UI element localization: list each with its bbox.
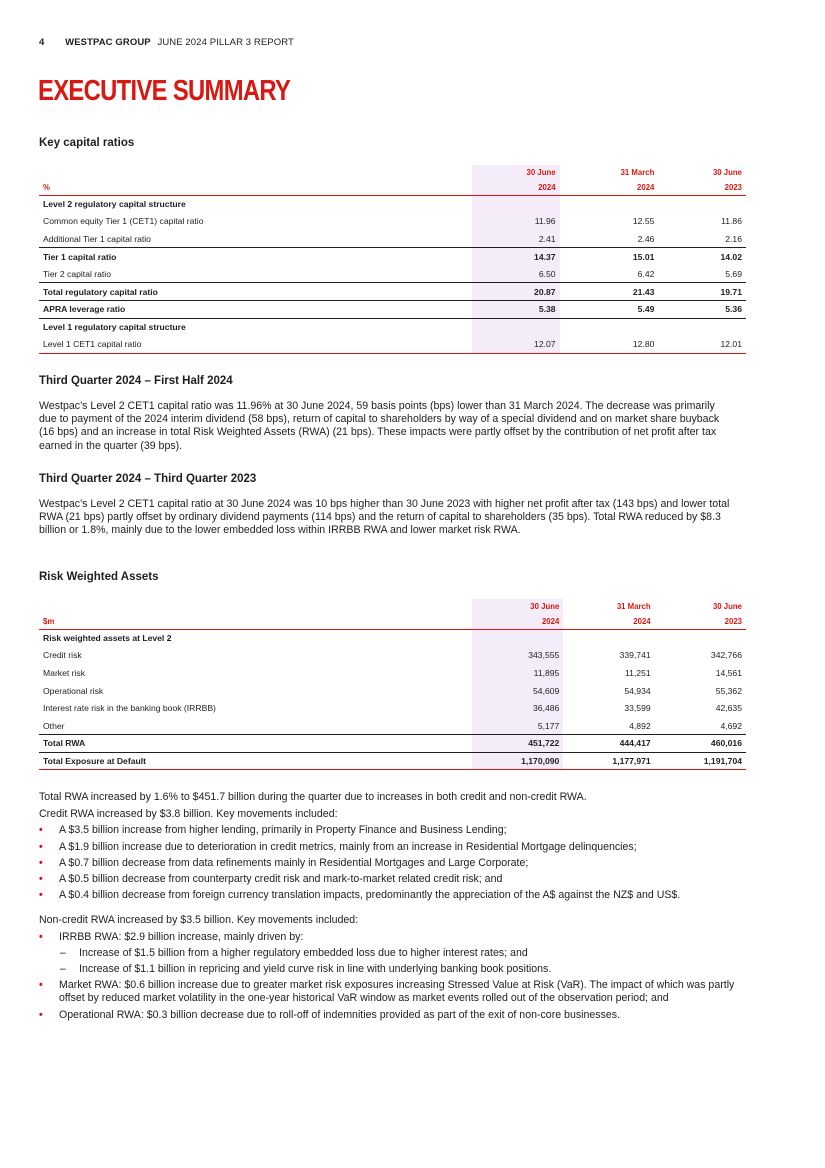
list-item: • A $3.5 billion increase from higher lending, primarily in Property Finance and Business Lending; xyxy=(39,824,507,837)
capital-ratios-table xyxy=(39,165,746,354)
table-row: Credit risk 343,555 339,741 342,766 xyxy=(39,647,746,665)
list-item: • IRRBB RWA: $2.9 billion increase, mainly driven by: xyxy=(39,930,304,943)
list-item: • A $0.7 billion decrease from data refinements mainly in Residential Mortgages and Large Corporate; xyxy=(39,856,529,869)
table-row: Additional Tier 1 capital ratio 2.41 2.46 2.16 xyxy=(39,230,746,248)
table-row: Level 1 regulatory capital structure xyxy=(39,318,746,336)
col-head-3: 30 June xyxy=(712,168,742,177)
list-item: • A $0.5 billion decrease from counterparty credit risk and mark-to-market related credit risk; and xyxy=(39,873,503,886)
sub-list-item: – Increase of $1.5 billion from a higher regulatory embedded loss due to higher interest rates; and xyxy=(60,946,528,959)
col-year-3: 2023 xyxy=(655,614,746,629)
q3-vs-h1-text: Westpac’s Level 2 CET1 capital ratio was 11.96% at 30 June 2024, 59 basis points (bps) lower than 31 March 2024. The decrease was primarily due to payment of the 2024 interim dividend (58 bps), return of capital to shareholders by way of a special dividend and on market share buyback (16 bps) and an increase in total Risk Weighted Assets (RWA) (21 bps). These impacts were partly offset by the contribution of net profit after tax earned in the quarter (39 bps). xyxy=(39,400,720,452)
page-header xyxy=(39,37,294,48)
capital-ratios-heading: Key capital ratios xyxy=(39,137,135,149)
table-row: Other 5,177 4,892 4,692 xyxy=(39,717,746,735)
table-row: Level 2 regulatory capital structure xyxy=(39,195,746,213)
table-row: Tier 1 capital ratio 14.37 15.01 14.02 xyxy=(39,248,746,266)
total-rwa-summary: Total RWA increased by 1.6% to $451.7 billion during the quarter due to increases in both credit and non-credit RWA. xyxy=(39,791,587,803)
col-head-2: 31 March xyxy=(620,168,655,177)
page-number: 4 xyxy=(39,37,45,48)
col-year-1: 2024 xyxy=(472,614,563,629)
table-row: Total Exposure at Default 1,170,090 1,177,971 1,191,704 xyxy=(39,752,746,770)
unit-label: $m xyxy=(39,614,472,629)
col-head-1: 30 June xyxy=(472,599,563,614)
report-name: JUNE 2024 PILLAR 3 REPORT xyxy=(157,37,294,48)
table-row: APRA leverage ratio 5.38 5.49 5.36 xyxy=(39,301,746,319)
page-title: EXECUTIVE SUMMARY xyxy=(38,75,291,107)
unit-label: % xyxy=(39,180,472,195)
col-year-1: 2024 xyxy=(472,180,560,195)
col-head-2: 31 March xyxy=(616,602,651,611)
list-item: • Market RWA: $0.6 billion increase due to greater market risk exposures increasing Stressed Value at Risk (VaR). The impact of which was partly offset by reduced market volatility in the one-year historical VaR window as market events rolled out of the observation period; and xyxy=(39,979,735,1005)
col-head-3: 30 June xyxy=(712,602,742,611)
table-row: Total regulatory capital ratio 20.87 21.43 19.71 xyxy=(39,283,746,301)
table-row: Market risk 11,895 11,251 14,561 xyxy=(39,664,746,682)
rwa-table xyxy=(39,599,746,770)
noncredit-rwa-intro: Non-credit RWA increased by $3.5 billion. Key movements included: xyxy=(39,914,359,927)
list-item: • A $1.9 billion increase due to deterioration in credit metrics, mainly from an increase in Residential Mortgage delinquencies; xyxy=(39,840,637,853)
list-item: • A $0.4 billion decrease from foreign currency translation impacts, predominantly the appreciation of the A$ against the NZ$ and US$. xyxy=(39,889,681,902)
rwa-heading: Risk Weighted Assets xyxy=(39,571,159,583)
table-row: Interest rate risk in the banking book (IRRBB) 36,486 33,599 42,635 xyxy=(39,699,746,717)
table-row: Risk weighted assets at Level 2 xyxy=(39,629,746,647)
col-year-2: 2024 xyxy=(563,614,654,629)
credit-rwa-intro: Credit RWA increased by $3.8 billion. Key movements included: xyxy=(39,808,338,821)
q3-vs-q3-heading: Third Quarter 2024 – Third Quarter 2023 xyxy=(39,473,257,485)
table-row: Tier 2 capital ratio 6.50 6.42 5.69 xyxy=(39,265,746,283)
brand-name: WESTPAC GROUP xyxy=(65,37,151,48)
q3-vs-h1-heading: Third Quarter 2024 – First Half 2024 xyxy=(39,375,233,387)
q3-vs-q3-text: Westpac’s Level 2 CET1 capital ratio at 30 June 2024 was 10 bps higher than 30 June 2023 with higher net profit after tax (143 bps) and lower total RWA (21 bps) partly offset by ordinary dividend payments (114 bps) and the return of capital to shareholders (35 bps). Total RWA reduced by $8.3 billion or 1.8%, mainly due to the lower embedded loss within IRRBB RWA and lower market risk RWA. xyxy=(39,498,730,537)
list-item: • Operational RWA: $0.3 billion decrease due to roll-off of indemnities provided as part of the exit of non-core businesses. xyxy=(39,1008,620,1021)
table-row: Operational risk 54,609 54,934 55,362 xyxy=(39,682,746,700)
table-row: Level 1 CET1 capital ratio 12.07 12.80 12.01 xyxy=(39,336,746,354)
col-year-3: 2023 xyxy=(658,180,746,195)
table-row: Total RWA 451,722 444,417 460,016 xyxy=(39,735,746,753)
col-year-2: 2024 xyxy=(560,180,659,195)
table-row: Common equity Tier 1 (CET1) capital ratio 11.96 12.55 11.86 xyxy=(39,213,746,231)
rwa-commentary xyxy=(39,791,739,1025)
col-head-1: 30 June xyxy=(472,165,560,180)
sub-list-item: – Increase of $1.1 billion in repricing and yield curve risk in line with underlying banking book positions. xyxy=(60,963,552,976)
